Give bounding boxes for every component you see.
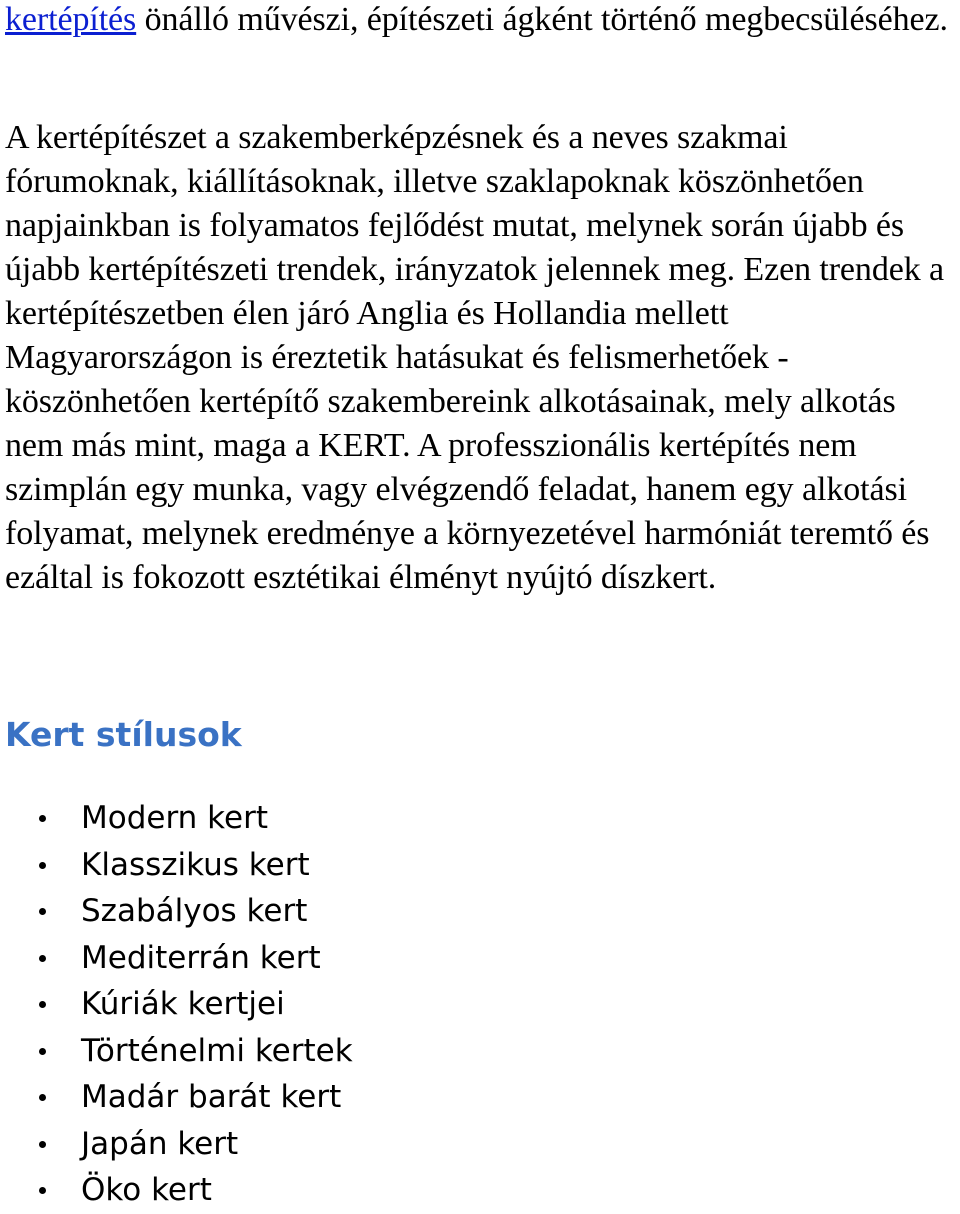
list-item-label: Modern kert: [81, 800, 268, 836]
bullet-icon: [39, 1141, 46, 1148]
list-item-label: Kúriák kertjei: [81, 986, 285, 1022]
list-item: [0, 842, 960, 889]
list-item: [0, 888, 960, 935]
list-item-label: Történelmi kertek: [81, 1032, 353, 1069]
list-item: [0, 1074, 960, 1121]
list-item-label: Mediterrán kert: [81, 939, 321, 976]
list-item: [0, 795, 960, 842]
garden-styles-list: [0, 795, 960, 1214]
list-item-label: Madár barát kert: [81, 1079, 342, 1115]
intro-paragraph: A kertépítészet a szakemberképzésnek és a neves szakmai fórumoknak, kiállításoknak, illetve szaklapoknak köszönhetően napjainkban is folyamatos fejlődést mutat, melynek során újabb és újabb kertépítészeti trendek, irányzatok jelennek meg. Ezen trendek a kertépítészetben élen járó Anglia és Hollandia mellett Magyarországon is éreztetik hatásukat és felismerhetőek - köszönhetően kertépítő szakembereink alkotásainak, mely alkotás nem más mint, maga a KERT. A professzionális kertépítés nem szimplán egy munka, vagy elvégzendő feladat, hanem egy alkotási folyamat, melynek eredménye a környezetével harmóniát teremtő és ezáltal is fokozott esztétikai élményt nyújtó díszkert.: [5, 119, 945, 596]
bullet-icon: [39, 908, 46, 915]
section-heading-kert-stilusok: Kert stílusok: [5, 715, 242, 754]
bullet-icon: [39, 1187, 46, 1194]
list-item: [0, 1167, 960, 1214]
list-item-label: Szabályos kert: [81, 893, 308, 929]
bullet-icon: [39, 1094, 46, 1101]
bullet-icon: [39, 862, 46, 869]
list-item: [0, 935, 960, 982]
paragraph-continuation: [5, 0, 955, 42]
kertepites-link[interactable]: kertépítés: [5, 1, 137, 38]
paragraph-continuation-text: önálló művészi, építészeti ágként történő megbecsüléséhez.: [136, 1, 948, 38]
list-item-label: Japán kert: [81, 1125, 239, 1162]
bullet-icon: [39, 955, 46, 962]
list-item: [0, 981, 960, 1028]
bullet-icon: [39, 815, 46, 822]
bullet-icon: [39, 1048, 46, 1055]
list-item: [0, 1028, 960, 1075]
bullet-icon: [39, 1001, 46, 1008]
list-item: [0, 1121, 960, 1168]
list-item-label: Klasszikus kert: [81, 846, 310, 883]
list-item-label: Öko kert: [81, 1172, 212, 1208]
